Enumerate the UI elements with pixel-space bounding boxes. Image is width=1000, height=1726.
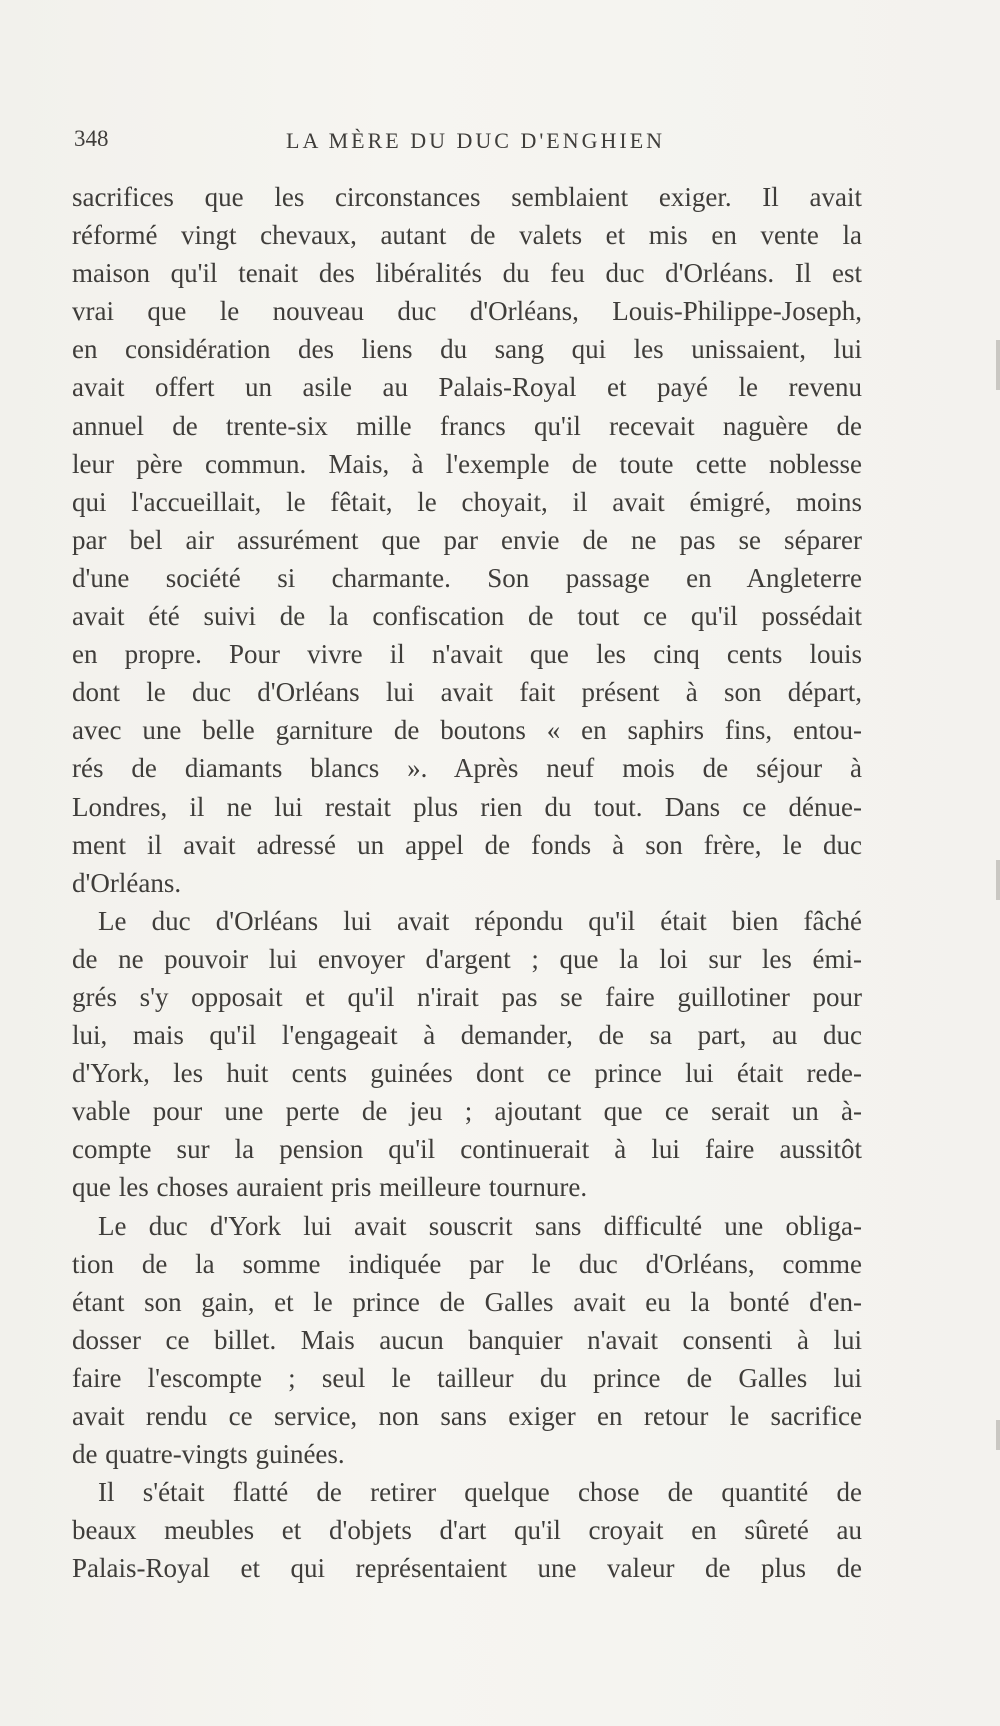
text-line: Londres, il ne lui restait plus rien du tout. Dans ce dénue- — [72, 791, 862, 822]
page-edge-mark — [996, 1420, 1000, 1450]
text-line: que les choses auraient pris meilleure tournure. — [72, 1172, 588, 1203]
text-line: réformé vingt chevaux, autant de valets et mis en vente la — [72, 220, 862, 251]
text-line: Le duc d'York lui avait souscrit sans difficulté une obliga- — [98, 1210, 862, 1241]
text-line: grés s'y opposait et qu'il n'irait pas se faire guillotiner pour — [72, 981, 862, 1012]
text-line: de quatre-vingts guinées. — [72, 1439, 345, 1470]
text-line: étant son gain, et le prince de Galles avait eu la bonté d'en- — [72, 1286, 862, 1317]
text-line: avait été suivi de la confiscation de tout ce qu'il possédait — [72, 601, 862, 632]
text-line: de ne pouvoir lui envoyer d'argent ; que la loi sur les émi- — [72, 943, 862, 974]
text-line: vrai que le nouveau duc d'Orléans, Louis-Philippe-Joseph, — [72, 296, 862, 327]
page-edge-mark — [996, 340, 1000, 390]
text-line: faire l'escompte ; seul le tailleur du prince de Galles lui — [72, 1362, 862, 1393]
text-line: d'une société si charmante. Son passage en Angleterre — [72, 562, 862, 593]
text-line: dont le duc d'Orléans lui avait fait présent à son départ, — [72, 677, 862, 708]
text-line: lui, mais qu'il l'engageait à demander, de sa part, au duc — [72, 1020, 862, 1051]
text-line: avec une belle garniture de boutons « en saphirs fins, entou- — [72, 715, 862, 746]
text-line: leur père commun. Mais, à l'exemple de toute cette noblesse — [72, 448, 862, 479]
text-line: tion de la somme indiquée par le duc d'Orléans, comme — [72, 1248, 862, 1279]
running-title: LA MÈRE DU DUC D'ENGHIEN — [286, 128, 666, 153]
text-line: d'Orléans. — [72, 867, 182, 898]
text-line: Palais-Royal et qui représentaient une valeur de plus de — [72, 1553, 862, 1584]
text-line: en propre. Pour vivre il n'avait que les cinq cents louis — [72, 639, 862, 670]
text-line: en considération des liens du sang qui les unissaient, lui — [72, 334, 862, 365]
text-line: sacrifices que les circonstances semblaient exiger. Il avait — [72, 182, 862, 212]
text-line: dosser ce billet. Mais aucun banquier n'avait consenti à lui — [72, 1324, 862, 1355]
text-line: beaux meubles et d'objets d'art qu'il croyait en sûreté au — [72, 1515, 862, 1546]
text-line: compte sur la pension qu'il continuerait à lui faire aussitôt — [72, 1134, 862, 1165]
body-text — [72, 178, 862, 1587]
text-line: Il s'était flatté de retirer quelque chose de quantité de — [98, 1477, 862, 1508]
text-line: ment il avait adressé un appel de fonds à son frère, le duc — [72, 829, 862, 860]
page-header — [74, 126, 854, 156]
text-line: annuel de trente-six mille francs qu'il recevait naguère de — [72, 410, 862, 441]
text-line: rés de diamants blancs ». Après neuf mois de séjour à — [72, 753, 862, 784]
text-line: qui l'accueillait, le fêtait, le choyait, il avait émigré, moins — [72, 486, 862, 517]
text-line: par bel air assurément que par envie de ne pas se séparer — [72, 524, 862, 555]
text-line: avait offert un asile au Palais-Royal et payé le revenu — [72, 372, 862, 403]
page-number: 348 — [74, 126, 109, 151]
text-line: Le duc d'Orléans lui avait répondu qu'il était bien fâché — [98, 905, 862, 936]
page-edge-mark — [996, 860, 1000, 900]
text-line: avait rendu ce service, non sans exiger en retour le sacrifice — [72, 1401, 862, 1431]
text-line: maison qu'il tenait des libéralités du feu duc d'Orléans. Il est — [72, 258, 862, 289]
text-line: d'York, les huit cents guinées dont ce prince lui était rede- — [72, 1058, 862, 1089]
text-line: vable pour une perte de jeu ; ajoutant que ce serait un à- — [72, 1096, 862, 1127]
